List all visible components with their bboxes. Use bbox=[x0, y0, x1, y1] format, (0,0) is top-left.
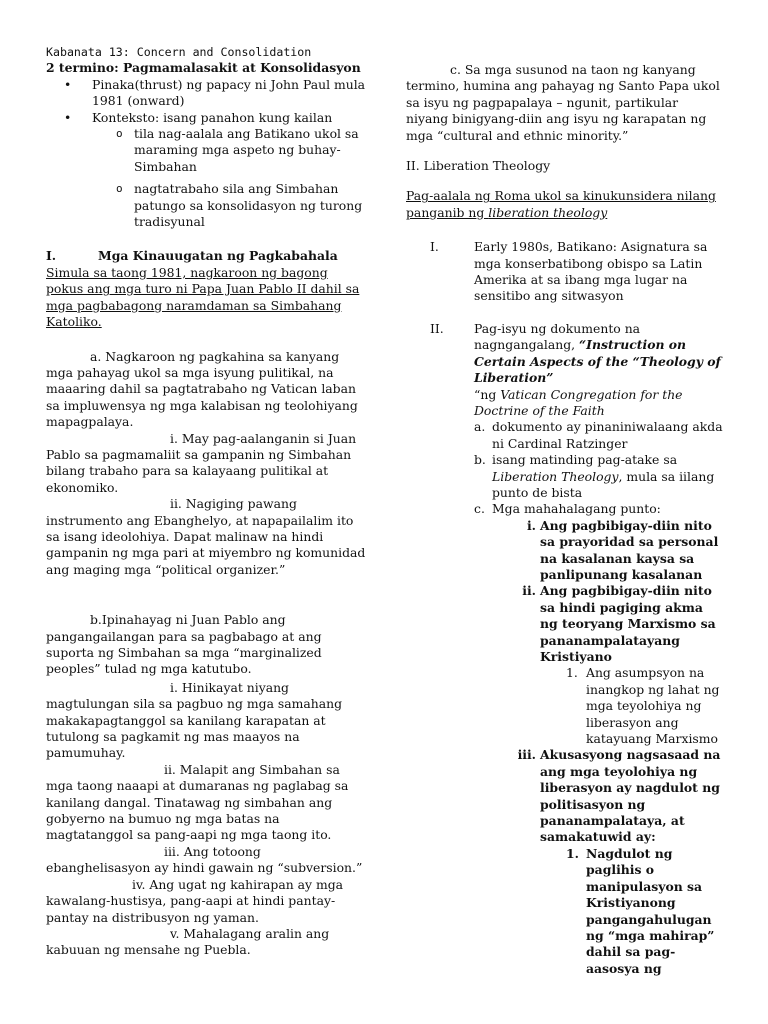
bullet-item bbox=[46, 110, 366, 126]
bullet-icon: • bbox=[64, 76, 72, 92]
alpha-text: Mga mahahalagang punto: bbox=[492, 501, 661, 517]
alpha-item bbox=[406, 501, 724, 517]
sub-point-text: Nagdulot ng paglihis o manipulasyon sa Kristiyanong pangangahulugan ng “mga mahirap” dahil sa pag-aasosya ng bbox=[586, 845, 715, 976]
alpha-marker: c. bbox=[474, 501, 485, 517]
bullet-item bbox=[46, 77, 366, 110]
sub-bullet-item bbox=[46, 126, 366, 175]
point-marker: ii. bbox=[522, 583, 536, 599]
paragraph-b: b.Ipinahayag ni Juan Pablo ang pangangailangan para sa pagbabago at ang suporta ng Simbahan sa mga “marginalized peoples” tulad ng mga katutubo. bbox=[46, 612, 322, 677]
item-pre: Pag-isyu ng dokumento na nagngangalang, bbox=[474, 320, 641, 353]
section-heading-2: II. Liberation Theology bbox=[406, 158, 551, 174]
alpha-item bbox=[406, 419, 724, 452]
quote-text: “ng bbox=[474, 386, 501, 402]
list-item bbox=[406, 321, 724, 419]
point-item bbox=[406, 518, 724, 584]
sub-point-item bbox=[406, 665, 724, 747]
point-text: Akusasyong nagsasaad na ang mga teyolohiya ng liberasyon ay nagdulot ng politisasyon ng pananampalataya, at samakatuwid ay: bbox=[540, 747, 721, 845]
item-number: I. bbox=[430, 239, 439, 255]
paragraph-a-i: i. May pag-aalanganin si Juan Pablo sa pagmamaliit sa gampanin ng Simbahan bilang trabaho para sa kalayaang pulitikal at ekonomiko. bbox=[46, 430, 357, 495]
alpha-text: dokumento ay pinaniniwalaang akda ni Cardinal Ratzinger bbox=[492, 419, 723, 451]
bullet-text: Konteksto: isang panahon kung kailan bbox=[92, 109, 333, 125]
alpha-item bbox=[406, 452, 724, 501]
sub-point-item bbox=[406, 846, 724, 977]
section-title: Mga Kinauugatan ng Pagkabahala bbox=[98, 248, 338, 264]
paragraph-a: a. Nagkaroon ng pagkahina sa kanyang mga pahayag ukol sa mga isyung pulitikal, na maaaring dahil sa pagtatrabaho ng Vatican laban sa impluwensya ng mga kalabisan ng teolohiyang mapagpalaya. bbox=[46, 348, 358, 430]
point-marker: iii. bbox=[517, 747, 536, 763]
section-intro: Simula sa taong 1981, nagkaroon ng bagong pokus ang mga turo ni Papa Juan Pablo II dahil sa mga pagbabagong naramdaman sa Simbahang Katoliko. bbox=[46, 264, 360, 330]
paragraph-b-v: v. Mahalagang aralin ang kabuuan ng mensahe ng Puebla. bbox=[46, 925, 330, 958]
item-text: Early 1980s, Batikano: Asignatura sa mga konserbatibong obispo sa Latin Amerika at sa ibang mga lugar na sensitibo ang sitwasyon bbox=[474, 239, 708, 304]
sub-point-marker: 1. bbox=[566, 845, 579, 861]
alpha-marker: a. bbox=[474, 419, 486, 435]
term-heading: 2 termino: Pagmamalasakit at Konsolidasyon bbox=[46, 60, 361, 76]
sub-bullet-text: tila nag-aalala ang Batikano ukol sa maraming mga aspeto ng buhay-Simbahan bbox=[134, 126, 359, 174]
circle-bullet-icon: o bbox=[116, 182, 123, 196]
left-column bbox=[46, 44, 366, 959]
sub-bullet-text: nagtatrabaho sila ang Simbahan patungo sa konsolidasyon ng turong tradisyunal bbox=[134, 181, 363, 230]
paragraph-b-i: i. Hinikayat niyang magtulungan sila sa pagbuo ng mga samahang makakapagtanggol sa kanilang karapatan at tutulong sa pagkamit ng mas maayos na pamumuhay. bbox=[46, 679, 343, 761]
right-column bbox=[406, 62, 724, 977]
bullet-icon: • bbox=[64, 109, 72, 125]
alpha-post: , mula sa iilang punto de bista bbox=[492, 468, 715, 500]
organization-name: Vatican Congregation for the Doctrine of the Faith bbox=[474, 386, 683, 418]
alpha-marker: b. bbox=[474, 452, 486, 468]
item-number: II. bbox=[430, 320, 444, 336]
section-number: I. bbox=[46, 248, 57, 264]
document-title: “Instruction on Certain Aspects of the “Theology of Liberation” bbox=[474, 337, 721, 386]
point-item bbox=[406, 747, 724, 845]
list-item bbox=[406, 239, 724, 305]
bullet-text: Pinaka(thrust) ng papacy ni John Paul mula 1981 (onward) bbox=[92, 76, 366, 109]
point-text: Ang pagbibigay-diin nito sa prayoridad sa personal na kasalanan kaysa sa panlipunang kasalanan bbox=[540, 517, 719, 582]
concern-heading bbox=[406, 188, 724, 221]
concern-text: Pag-aalala ng Roma ukol sa kinukunsidera nilang panganib ng bbox=[406, 188, 716, 220]
point-item bbox=[406, 583, 724, 665]
alpha-pre: isang matinding pag-atake sa bbox=[492, 452, 678, 468]
alpha-italic: Liberation Theology bbox=[492, 468, 619, 484]
paragraph-b-iii: iii. Ang totoong ebanghelisasyon ay hindi gawain ng “subversion.” bbox=[46, 843, 363, 876]
concern-italic: liberation theology bbox=[488, 204, 608, 220]
point-marker: i. bbox=[526, 517, 536, 533]
paragraph-b-iv: iv. Ang ugat ng kahirapan ay mga kawalang-hustisya, pang-aapi at hindi pantay-pantay na distribusyon ng yaman. bbox=[46, 876, 344, 925]
sub-bullet-item bbox=[46, 181, 366, 230]
paragraph-c: c. Sa mga susunod na taon ng kanyang termino, humina ang pahayag ng Santo Papa ukol sa isyu ng pagpapalaya – ngunit, partikular niyang binigyang-diin ang isyu ng karapatan ng mga “cultural and ethnic minority.” bbox=[406, 62, 720, 143]
section-heading bbox=[46, 248, 366, 264]
sub-point-marker: 1. bbox=[566, 665, 578, 681]
point-text: Ang pagbibigay-diin nito sa hindi pagiging akma ng teoryang Marxismo sa pananampalatayang Kristiyano bbox=[540, 583, 716, 664]
circle-bullet-icon: o bbox=[116, 127, 123, 141]
sub-point-text: Ang asumpsyon na inangkop ng lahat ng mga teyolohiya ng liberasyon ang katayuang Marxismo bbox=[586, 665, 720, 747]
paragraph-a-ii: ii. Nagiging pawang instrumento ang Ebanghelyo, at napapailalim ito sa isang ideolohiya. Dapat malinaw na hindi gampanin ng mga pari at miyembro ng komunidad ang maging mga “political organizer.” bbox=[46, 496, 366, 577]
paragraph-b-ii: ii. Malapit ang Simbahan sa mga taong naaapi at dumaranas ng paglabag sa kanilang dangal. Tinatawag ng simbahan ang gobyerno na bumuo ng mga batas na magtatanggol sa pang-aapi ng mga taong ito. bbox=[46, 761, 349, 843]
chapter-heading: Kabanata 13: Concern and Consolidation bbox=[46, 45, 312, 59]
